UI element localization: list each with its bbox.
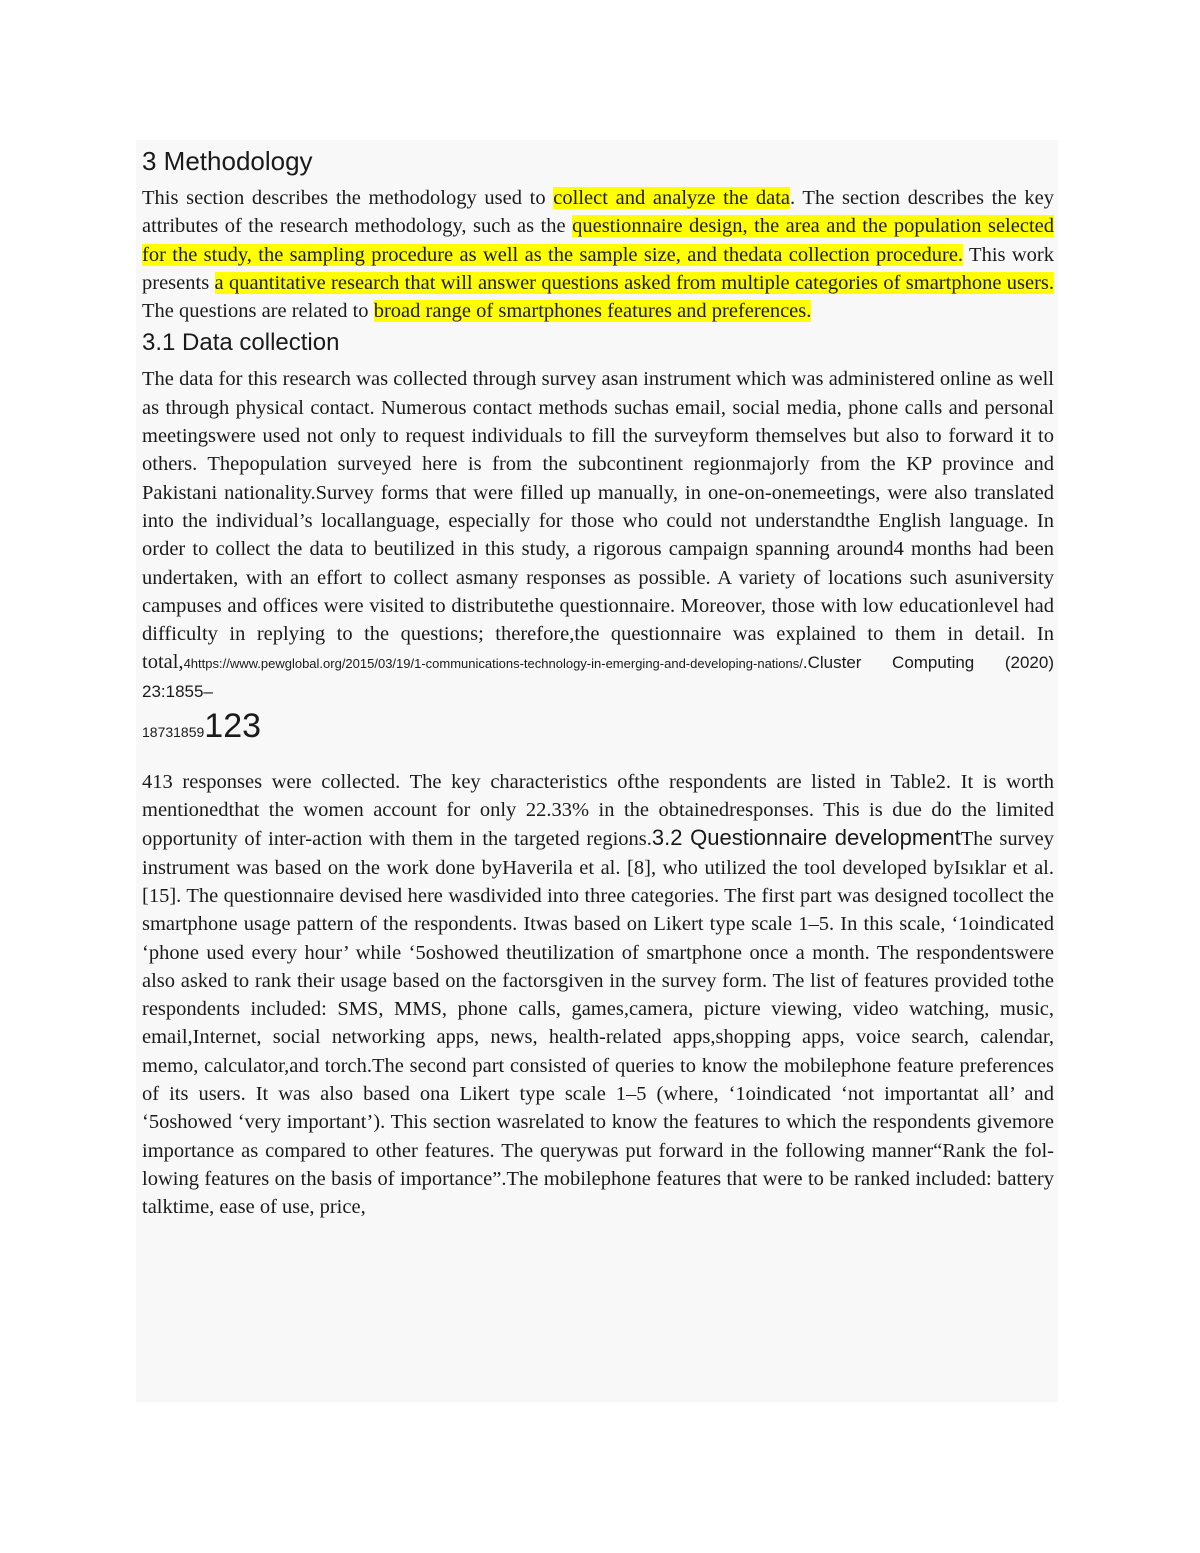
highlight-3: a quantitative research that will answer questions asked from multiple categories of smartphone users. (214, 271, 1054, 294)
intro-paragraph (142, 184, 1054, 325)
footnote-inline (142, 653, 1054, 701)
intro-text-3: This work presents (142, 243, 1054, 294)
responses-text: 413 responses were collected. The key characteristics ofthe respondents are listed in Table2. It is worth mentionedthat the women account for only 22.33% in the obtainedresponses. This is due do the limited opportunity of inter-action with them in the targeted regions. (142, 770, 1054, 851)
intro-text-4: The questions are related to (142, 300, 374, 323)
spacer (142, 746, 1054, 768)
document-body (142, 142, 1054, 1222)
page-reference (142, 706, 1054, 746)
section-heading-methodology: 3 Methodology (142, 146, 313, 176)
data-collection-text: The data for this research was collected through survey asan instrument which was administered online as well as through physical contact. Numerous contact methods suchas email, social media, phone calls and personal meetingswere used not only to request individuals to fill the surveyform themselves but also to forward it to others. Thepopulation surveyed here is from the subcontinent regionmajorly from the KP province and Pakistani nationality.Survey forms that were filled up manually, in one-on-onemeetings, were also translated into the individual’s locallanguage, especially for those who could not understandthe English language. In order to collect the data to beutilized in this study, a rigorous campaign spanning around4 months had been undertaken, with an effort to collect asmany responses as possible. A variety of locations such asuniversity campuses and offices were visited to distributethe questionnaire. Moreover, those with low educationlevel had difficulty in replying to the questions; therefore,the questionnaire was explained to them in detail. In total, (142, 368, 1054, 674)
intro-text-2: . The section describes the key attributes of the research methodology, such as the (142, 187, 1054, 238)
responses-paragraph (142, 768, 1054, 1222)
footnote-url[interactable]: https://www.pewglobal.org/2015/03/19/1-communications-technology-in-emerging-and-developing-nations/ (190, 656, 803, 672)
section-heading-data-collection: 3.1 Data collection (142, 329, 340, 357)
data-collection-paragraph (142, 365, 1054, 705)
footnote-citation: .Cluster Computing (2020) 23:1855– (142, 653, 1054, 702)
highlight-2: questionnaire design, the area and the population selected for the study, the sampling procedure as well as the sample size, and thedata collection procedure. (142, 215, 1054, 266)
highlight-4: broad range of smartphones features and preferences. (373, 300, 812, 323)
intro-text-1: This section describes the methodology used to (142, 187, 554, 209)
journal-number: 123 (204, 706, 262, 745)
highlight-1: collect and analyze the data (553, 187, 790, 209)
questionnaire-text: The survey instrument was based on the work done byHaverila et al. [8], who utilized the tool developed byIsıklar et al. [15]. The questionnaire devised here wasdivided into three categories. The first part was designed tocollect the smartphone usage pattern of the respondents. Itwas based on Likert type scale 1–5. In this scale, ‘1oindicated ‘phone used every hour’ while ‘5oshowed theutilization of smartphone once a month. The respondentswere also asked to rank their usage based on the factorsgiven in the survey form. The list of features provided tothe respondents included: SMS, MMS, phone calls, games,camera, picture viewing, video watching, music, email,Internet, social networking apps, news, health-related apps,shopping apps, voice search, calendar, memo, calculator,and torch.The second part consisted of queries to know the mobilephone feature preferences of its users. It was also based ona Likert type scale 1–5 (where, ‘1oindicated ‘not importantat all’ and ‘5oshowed ‘very important’). This section wasrelated to know the features to which the respondents givemore importance as compared to other features. The querywas put forward in the following manner“Rank the fol-lowing features on the basis of importance”.The mobilephone features that were to be ranked included: battery talktime, ease of use, price, (142, 828, 1054, 1219)
page-range: 18731859 (142, 723, 205, 740)
footnote-mark: 4 (183, 656, 191, 672)
section-heading-questionnaire: 3.2 Questionnaire development (651, 825, 961, 851)
